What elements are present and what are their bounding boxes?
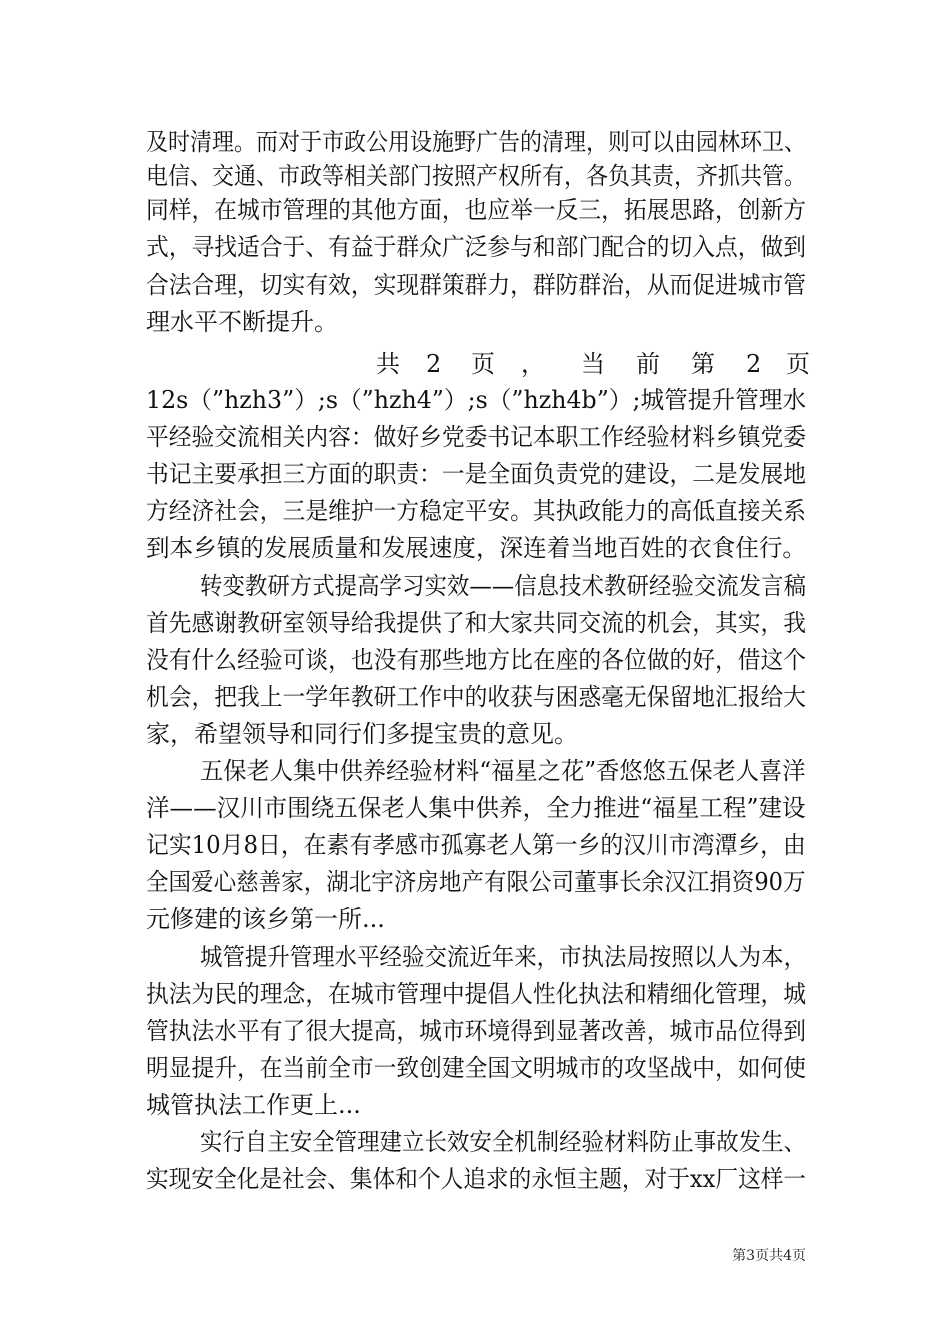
text-line: 书记主要承担三方面的职责：一是全面负责党的建设，二是发展地 [146, 460, 807, 488]
text-line: 合法合理，切实有效，实现群策群力，群防群治，从而促进城市管 [146, 271, 807, 299]
page-info-current: 2 [746, 350, 762, 378]
text-line: 家，希望领导和同行们多提宝贵的意见。 [146, 720, 578, 748]
text-line: 转变教研方式提高学习实效——信息技术教研经验交流发言稿 [200, 572, 807, 600]
text-line: 同样，在城市管理的其他方面，也应举一反三，拓展思路，创新方 [146, 196, 807, 224]
text-line: 城管执法工作更上... [146, 1091, 361, 1119]
text-line: 式，寻找适合于、有益于群众广泛参与和部门配合的切入点，做到 [146, 233, 807, 261]
text-line: 方经济社会，三是维护一方稳定平安。其执政能力的高低直接关系 [146, 497, 807, 525]
text-line: 没有什么经验可谈，也没有那些地方比在座的各位做的好，借这个 [146, 646, 807, 674]
text-line: 机会，把我上一学年教研工作中的收获与困惑毫无保留地汇报给大 [146, 683, 807, 711]
text-line: 洋——汉川市围绕五保老人集中供养，全力推进“福星工程”建设 [146, 794, 806, 822]
page-footer: 第3页共4页 [732, 1248, 806, 1264]
page-info-total: 2 [426, 350, 442, 378]
text-line: 到本乡镇的发展质量和发展速度，深连着当地百姓的衣食住行。 [146, 534, 806, 562]
text-line: 五保老人集中供养经验材料“福星之花”香悠悠五保老人喜洋 [200, 757, 806, 785]
text-line: 理水平不断提升。 [146, 308, 338, 336]
page-info-dang: 当 [581, 350, 605, 378]
text-line: 实行自主安全管理建立长效安全机制经验材料防止事故发生、 [200, 1128, 807, 1156]
text-line: 平经验交流相关内容：做好乡党委书记本职工作经验材料乡镇党委 [146, 423, 807, 451]
text-line: 首先感谢教研室领导给我提供了和大家共同交流的机会，其实，我 [146, 609, 807, 637]
text-line: 执法为民的理念，在城市管理中提倡人性化执法和精细化管理，城 [146, 980, 807, 1008]
page-info-line [146, 347, 810, 381]
page-info-ye: 页 [786, 350, 810, 378]
text-line: 及时清理。而对于市政公用设施野广告的清理，则可以由园林环卫、 [146, 128, 807, 156]
text-line: 实现安全化是社会、集体和个人追求的永恒主题，对于xx厂这样一 [146, 1165, 807, 1193]
text-line: 12s（”hzh3”）;s（”hzh4”）;s（”hzh4b”）;城管提升管理水 [146, 386, 807, 414]
text-line: 明显提升，在当前全市一致创建全国文明城市的攻坚战中，如何使 [146, 1054, 807, 1082]
text-line: 元修建的该乡第一所... [146, 905, 385, 933]
page-info-qian: 前 [636, 350, 660, 378]
text-line: 记实10月8日，在素有孝感市孤寡老人第一乡的汉川市湾潭乡，由 [146, 831, 806, 859]
page-info-ye: 页 [471, 350, 495, 378]
page-info-di: 第 [691, 350, 715, 378]
text-line: 管执法水平有了很大提高，城市环境得到显著改善，城市品位得到 [146, 1017, 807, 1045]
text-line: 城管提升管理水平经验交流近年来，市执法局按照以人为本， [200, 943, 807, 971]
text-line: 全国爱心慈善家，湖北宇济房地产有限公司董事长余汉江捐资90万 [146, 868, 806, 896]
text-line: 电信、交通、市政等相关部门按照产权所有，各负其责，齐抓共管。 [146, 162, 807, 190]
page-info-gong: 共 [376, 350, 400, 378]
page-info-comma: ， [521, 350, 545, 378]
